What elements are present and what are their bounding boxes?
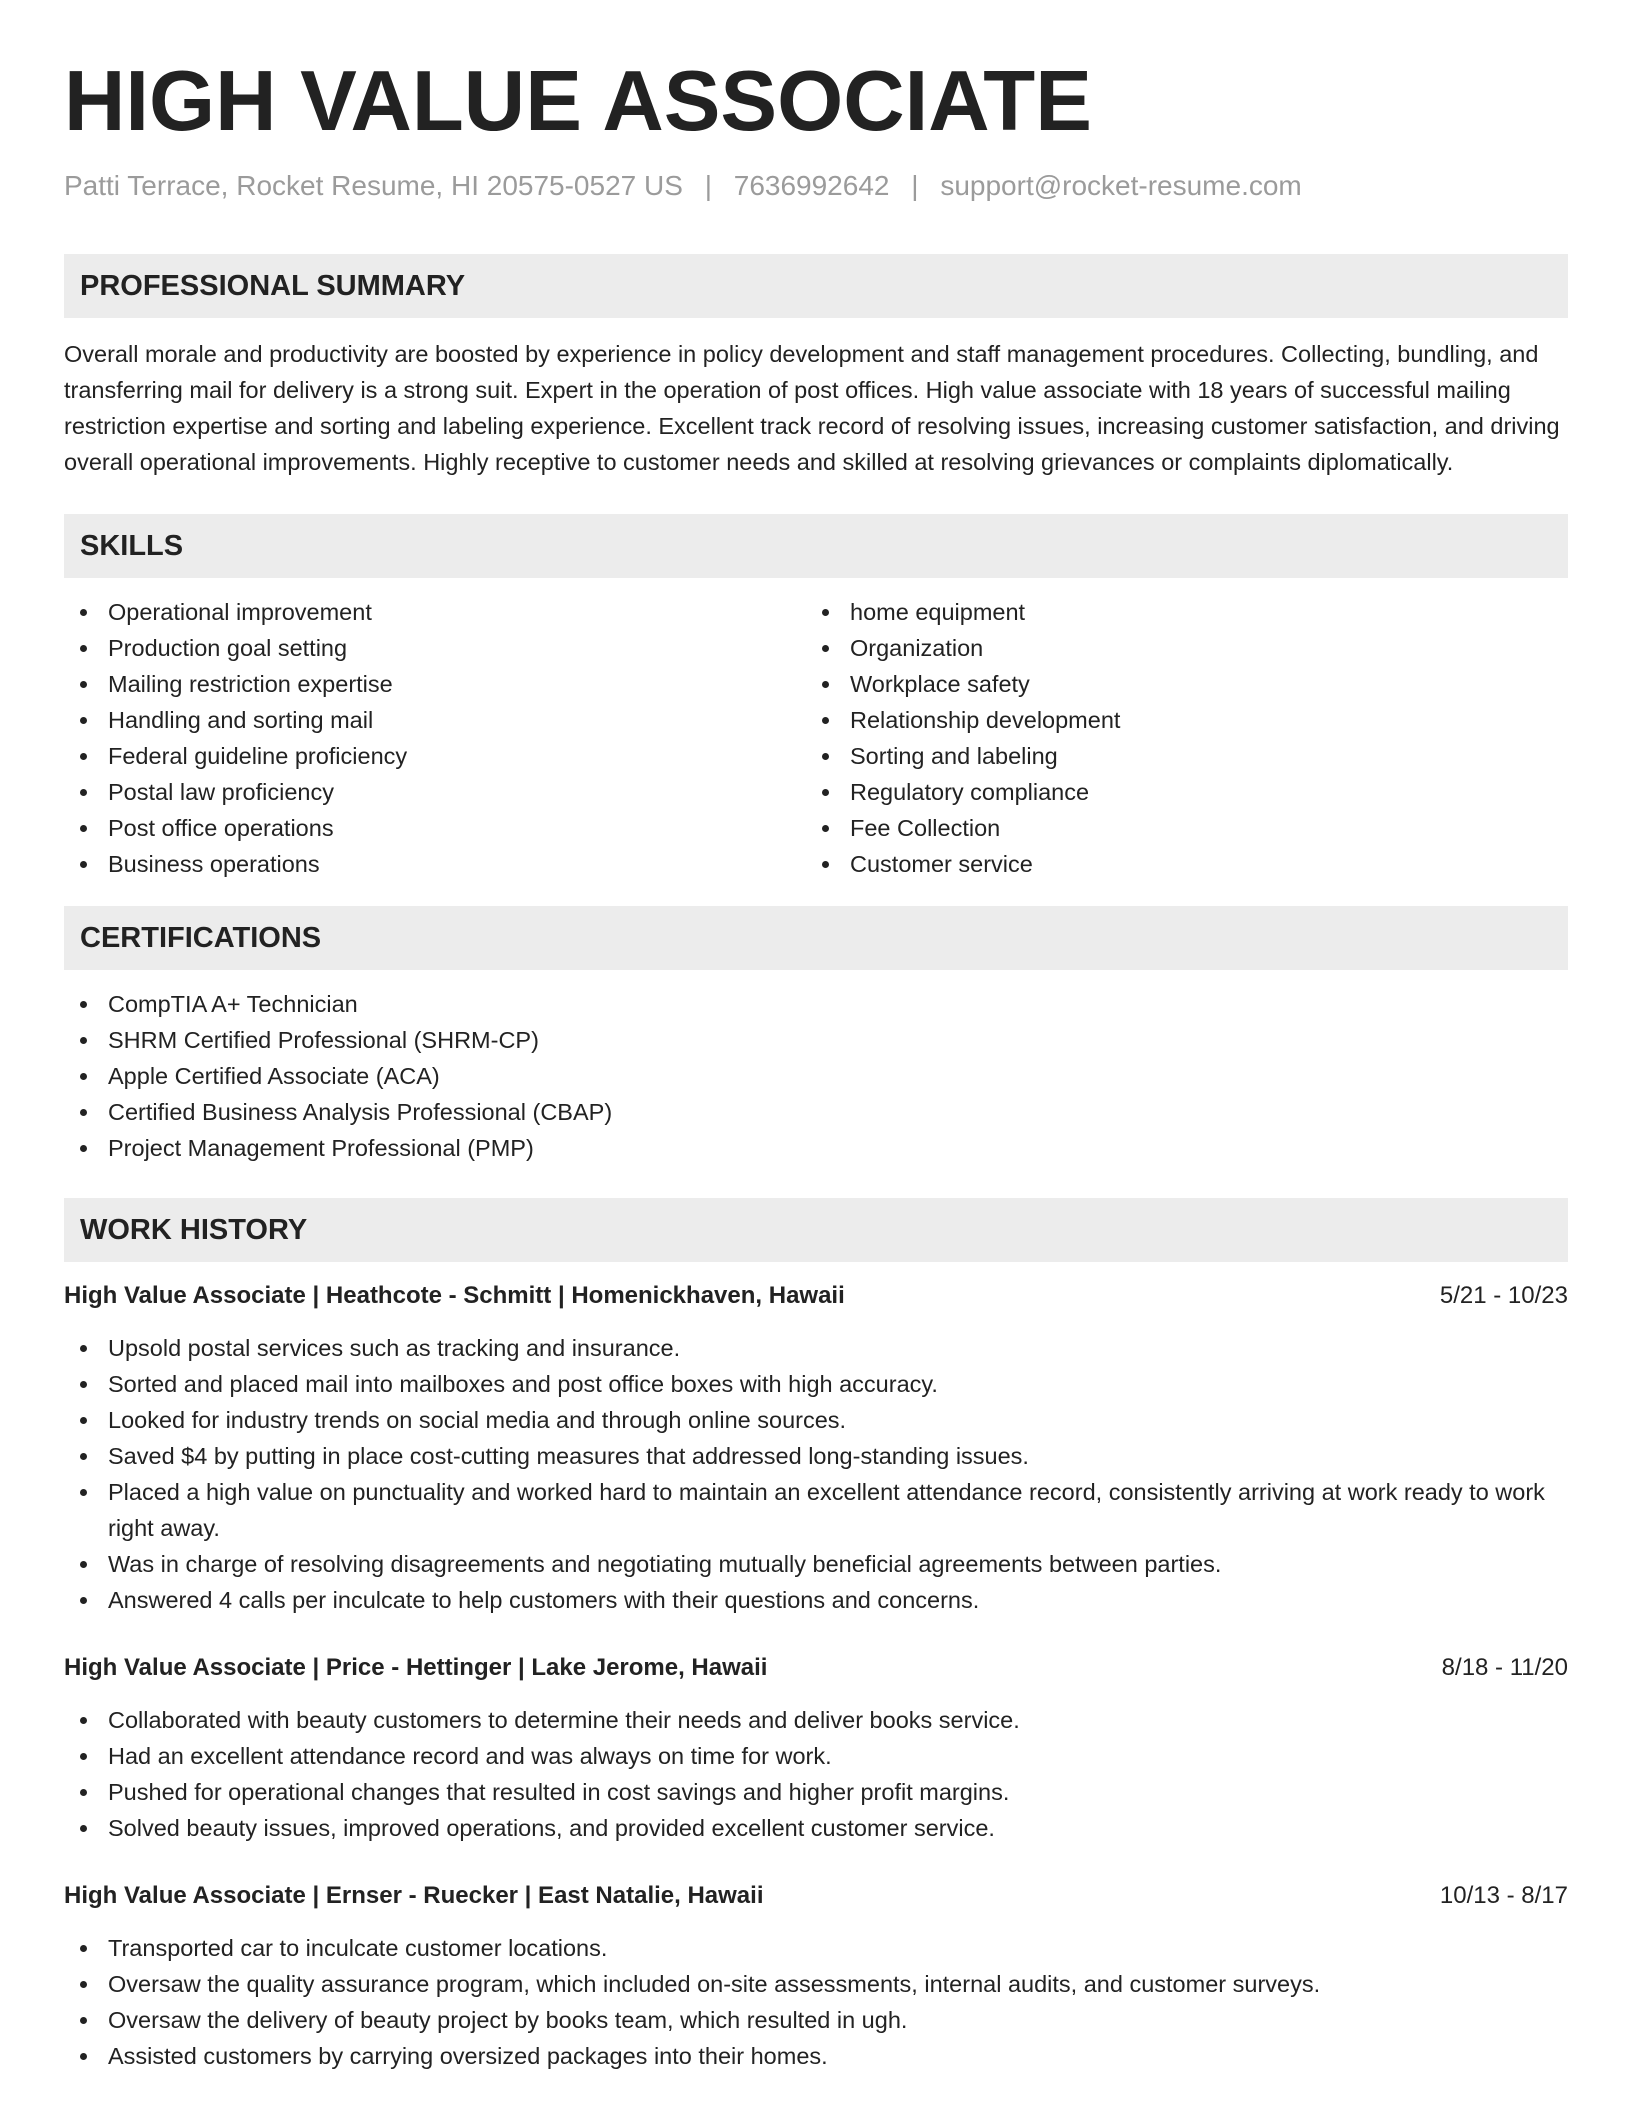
skills-column-left xyxy=(64,594,806,882)
skill-item: Workplace safety xyxy=(806,666,1548,702)
job-bullet: Solved beauty issues, improved operations, and provided excellent customer service. xyxy=(64,1810,1568,1846)
skill-item: Production goal setting xyxy=(64,630,806,666)
job-entry xyxy=(64,1878,1568,2074)
job-bullet: Oversaw the quality assurance program, which included on-site assessments, internal audits, and customer surveys. xyxy=(64,1966,1568,2002)
certification-item: Certified Business Analysis Professional (CBAP) xyxy=(64,1094,1568,1130)
skill-item: Mailing restriction expertise xyxy=(64,666,806,702)
job-bullets xyxy=(64,1930,1568,2074)
skills-column-right xyxy=(806,594,1548,882)
contact-line xyxy=(64,168,1568,204)
job-entry xyxy=(64,1278,1568,1618)
contact-address: Patti Terrace, Rocket Resume, HI 20575-0527 US xyxy=(64,170,683,201)
skill-item: Operational improvement xyxy=(64,594,806,630)
job-header xyxy=(64,1278,1568,1314)
skills-grid xyxy=(64,594,1568,882)
skill-item: Post office operations xyxy=(64,810,806,846)
skill-item: Organization xyxy=(806,630,1548,666)
job-bullet: Saved $4 by putting in place cost-cutting measures that addressed long-standing issues. xyxy=(64,1438,1568,1474)
job-title: High Value Associate | Price - Hettinger | Lake Jerome, Hawaii xyxy=(64,1654,768,1681)
job-bullet: Assisted customers by carrying oversized packages into their homes. xyxy=(64,2038,1568,2074)
job-bullet: Upsold postal services such as tracking and insurance. xyxy=(64,1330,1568,1366)
job-title: High Value Associate | Heathcote - Schmitt | Homenickhaven, Hawaii xyxy=(64,1282,845,1309)
skill-item: Customer service xyxy=(806,846,1548,882)
summary-text: Overall morale and productivity are boosted by experience in policy development and staff management procedures. Collecting, bundling, and transferring mail for delivery is a strong suit. Expert in the operation of post offices. High value associate with 18 years of successful mailing restriction expertise and sorting and labeling experience. Excellent track record of resolving issues, increasing customer satisfaction, and driving overall operational improvements. Highly receptive to customer needs and skilled at resolving grievances or complaints diplomatically. xyxy=(64,341,1560,475)
job-bullets xyxy=(64,1702,1568,1846)
job-dates: 8/18 - 11/20 xyxy=(1441,1654,1568,1681)
certification-item: SHRM Certified Professional (SHRM-CP) xyxy=(64,1022,1568,1058)
skill-item: Regulatory compliance xyxy=(806,774,1548,810)
job-entry xyxy=(64,1650,1568,1846)
certification-item: Apple Certified Associate (ACA) xyxy=(64,1058,1568,1094)
job-bullet: Looked for industry trends on social media and through online sources. xyxy=(64,1402,1568,1438)
section-header-work-history: WORK HISTORY xyxy=(64,1198,1568,1262)
job-header xyxy=(64,1650,1568,1686)
job-bullet: Was in charge of resolving disagreements and negotiating mutually beneficial agreements between parties. xyxy=(64,1546,1568,1582)
job-bullet: Collaborated with beauty customers to determine their needs and deliver books service. xyxy=(64,1702,1568,1738)
job-bullet: Sorted and placed mail into mailboxes and post office boxes with high accuracy. xyxy=(64,1366,1568,1402)
certification-item: Project Management Professional (PMP) xyxy=(64,1130,1568,1166)
skill-item: Fee Collection xyxy=(806,810,1548,846)
job-title: High Value Associate | Ernser - Ruecker | East Natalie, Hawaii xyxy=(64,1882,764,1909)
job-bullet: Pushed for operational changes that resulted in cost savings and higher profit margins. xyxy=(64,1774,1568,1810)
certification-item: CompTIA A+ Technician xyxy=(64,986,1568,1022)
job-dates: 10/13 - 8/17 xyxy=(1439,1882,1568,1909)
job-bullet: Had an excellent attendance record and was always on time for work. xyxy=(64,1738,1568,1774)
skill-item: Relationship development xyxy=(806,702,1548,738)
job-bullet: Transported car to inculcate customer locations. xyxy=(64,1930,1568,1966)
skill-item: Handling and sorting mail xyxy=(64,702,806,738)
contact-phone: 7636992642 xyxy=(733,170,890,201)
skill-item: home equipment xyxy=(806,594,1548,630)
job-dates: 5/21 - 10/23 xyxy=(1439,1282,1568,1309)
job-bullet: Placed a high value on punctuality and worked hard to maintain an excellent attendance record, consistently arriving at work ready to work right away. xyxy=(64,1474,1568,1546)
skill-item: Postal law proficiency xyxy=(64,774,806,810)
job-header xyxy=(64,1878,1568,1914)
resume-page xyxy=(64,0,1568,2074)
skill-item: Business operations xyxy=(64,846,806,882)
contact-email: support@rocket-resume.com xyxy=(940,170,1302,201)
job-bullet: Oversaw the delivery of beauty project by books team, which resulted in ugh. xyxy=(64,2002,1568,2038)
certifications-list xyxy=(64,986,1568,1166)
skill-item: Federal guideline proficiency xyxy=(64,738,806,774)
section-header-summary: PROFESSIONAL SUMMARY xyxy=(64,254,1568,318)
job-bullets xyxy=(64,1330,1568,1618)
job-bullet: Answered 4 calls per inculcate to help customers with their questions and concerns. xyxy=(64,1582,1568,1618)
skill-item: Sorting and labeling xyxy=(806,738,1548,774)
section-header-certifications: CERTIFICATIONS xyxy=(64,906,1568,970)
section-header-skills: SKILLS xyxy=(64,514,1568,578)
contact-separator: | xyxy=(911,170,919,201)
contact-separator: | xyxy=(704,170,712,201)
resume-name: HIGH VALUE ASSOCIATE xyxy=(64,54,1092,149)
